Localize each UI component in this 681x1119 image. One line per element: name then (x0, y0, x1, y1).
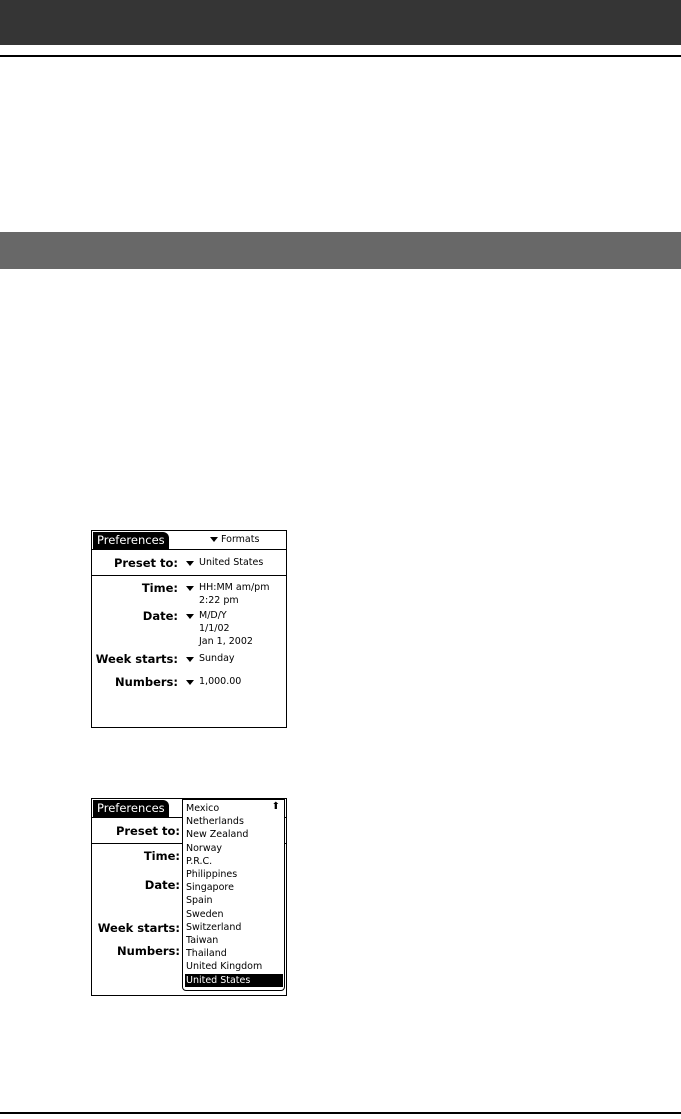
category-dropdown-icon[interactable] (210, 537, 218, 542)
country-item[interactable]: Singapore (186, 882, 234, 894)
country-item[interactable]: Mexico (186, 803, 220, 814)
numbers-dropdown-icon[interactable] (186, 680, 194, 685)
time-dropdown-icon[interactable] (186, 586, 194, 591)
numbers-picker[interactable]: 1,000.00 (199, 676, 242, 687)
time-sample: 2:22 pm (199, 595, 239, 606)
date-format-picker[interactable]: M/D/Y (199, 610, 227, 621)
country-item[interactable]: Spain (186, 895, 213, 907)
formats-screen (91, 530, 287, 728)
preset-picker[interactable]: United States (199, 557, 264, 568)
country-item[interactable]: Switzerland (186, 921, 242, 933)
week-starts-label: Week starts: (95, 652, 178, 666)
preset-dropdown-icon[interactable] (186, 561, 194, 566)
preferences-tab: Preferences (93, 532, 169, 549)
preset-divider (92, 575, 286, 576)
country-item[interactable]: Norway (186, 842, 223, 854)
country-item[interactable]: New Zealand (186, 829, 249, 841)
country-item[interactable]: Philippines (186, 869, 238, 880)
time-format-picker[interactable]: HH:MM am/pm (199, 582, 270, 593)
date-label: Date: (142, 609, 178, 623)
arrow-up-icon[interactable]: ⬆ (271, 801, 280, 812)
section-bar (0, 232, 681, 269)
country-item[interactable]: P.R.C. (186, 855, 213, 867)
time-label: Time: (143, 849, 180, 863)
title-divider (92, 549, 286, 550)
preset-list-screen (91, 798, 287, 996)
week-starts-picker[interactable]: Sunday (199, 653, 235, 664)
preset-label: Preset to: (115, 824, 180, 838)
week-dropdown-icon[interactable] (186, 657, 194, 662)
country-item[interactable]: United Kingdom (186, 961, 263, 973)
category-picker[interactable]: Formats (221, 534, 260, 545)
country-item[interactable]: Netherlands (186, 816, 244, 828)
footer-rule (0, 1112, 681, 1114)
date-label: Date: (144, 878, 180, 892)
date-dropdown-icon[interactable] (186, 614, 194, 619)
header-bar (0, 0, 681, 45)
country-list-popup[interactable] (182, 799, 285, 991)
country-item[interactable]: Thailand (186, 948, 227, 960)
time-label: Time: (141, 581, 178, 595)
preset-label: Preset to: (113, 556, 178, 570)
country-item[interactable]: Sweden (186, 908, 224, 920)
date-sample-long: Jan 1, 2002 (199, 636, 253, 647)
numbers-label: Numbers: (117, 944, 180, 958)
country-item[interactable]: Taiwan (186, 935, 219, 946)
week-starts-label: Week starts: (97, 921, 180, 935)
header-rule (0, 55, 681, 57)
date-sample-short: 1/1/02 (199, 623, 230, 634)
preferences-tab: Preferences (93, 800, 169, 817)
country-item[interactable]: United States (185, 974, 283, 987)
numbers-label: Numbers: (115, 675, 178, 689)
